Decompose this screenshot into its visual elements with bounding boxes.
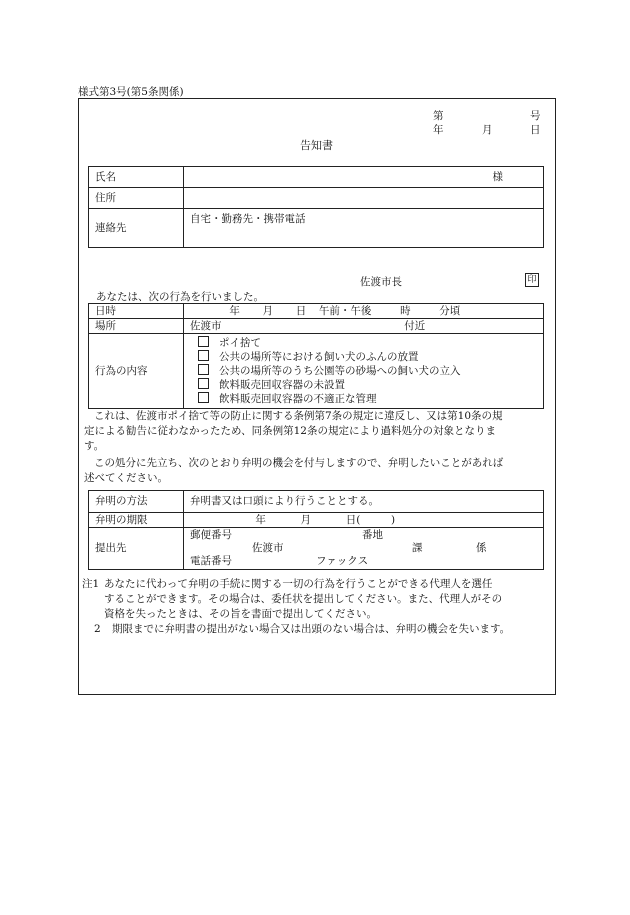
doc-date-day: 日 <box>530 124 541 136</box>
banchi-label: 番地 <box>362 529 383 541</box>
checkbox[interactable] <box>198 364 209 375</box>
submit-city: 佐渡市 <box>252 542 284 554</box>
phone-label: 電話番号 <box>190 555 232 567</box>
place-city: 佐渡市 <box>190 319 222 332</box>
place-near: 付近 <box>404 319 426 332</box>
dl-day: 日( <box>345 513 361 526</box>
intro-text: あなたは、次の行為を行いました。 <box>96 291 264 303</box>
content-item-no-bin[interactable]: 飲料販売回収容器の未設置 <box>198 378 543 392</box>
name-field[interactable] <box>184 167 544 188</box>
dl-year: 年 <box>255 513 266 526</box>
deadline-field[interactable] <box>184 513 544 528</box>
content-label: 行為の内容 <box>89 334 184 409</box>
seal-mark: 印 <box>525 273 539 287</box>
address-field[interactable] <box>184 188 544 209</box>
note-1-marker: 注1 <box>82 578 100 590</box>
contact-label: 連絡先 <box>89 209 184 248</box>
datetime-field[interactable] <box>184 304 544 319</box>
dt-day: 日 <box>295 304 307 317</box>
defense-paragraph: この処分に先立ち、次のとおり弁明の機会を付与しますので、弁明したいことがあれば 述べてください。 <box>84 457 504 484</box>
violation-paragraph: これは、佐渡市ポイ捨て等の防止に関する条例第7条の規定に違反し、又は第10条の規 定による勧告に従わなかったため、同条例第12条の規定により過料処分の対象となりま す。 <box>84 410 503 452</box>
act-table <box>88 303 544 409</box>
ka-label: 課 <box>412 542 423 554</box>
submit-label: 提出先 <box>89 528 184 570</box>
defense-table <box>88 490 544 570</box>
issuer: 佐渡市長 <box>360 276 402 288</box>
doc-date-year: 年 <box>433 124 444 136</box>
address-label: 住所 <box>89 188 184 209</box>
dt-month: 月 <box>262 304 274 317</box>
contact-field[interactable] <box>184 209 544 248</box>
content-item-litter[interactable]: ポイ捨て <box>198 336 543 350</box>
place-label: 場所 <box>89 319 184 334</box>
page-title: 告知書 <box>300 139 333 152</box>
datetime-label: 日時 <box>89 304 184 319</box>
checkbox[interactable] <box>198 336 209 347</box>
checkbox[interactable] <box>198 350 209 361</box>
postal-label: 郵便番号 <box>190 529 232 541</box>
name-label: 氏名 <box>89 167 184 188</box>
dt-hour: 時 <box>400 304 411 317</box>
doc-number-dai: 第 <box>433 110 444 122</box>
doc-date-month: 月 <box>482 124 493 136</box>
note-2-marker: 2 <box>94 623 101 635</box>
dt-ampm: 午前・午後 <box>318 304 372 317</box>
doc-number-go: 号 <box>530 110 541 122</box>
notes <box>82 577 554 637</box>
content-item-dog-waste[interactable]: 公共の場所等における飼い犬のふんの放置 <box>198 350 543 364</box>
fax-label: ファックス <box>316 555 369 567</box>
kakari-label: 係 <box>476 542 487 554</box>
submit-field <box>184 528 544 570</box>
dl-close: ) <box>391 513 396 526</box>
sama-suffix: 様 <box>492 170 503 183</box>
form-label: 様式第3号(第5条関係) <box>78 86 184 98</box>
content-item-bad-bin[interactable]: 飲料販売回収容器の不適正な管理 <box>198 392 543 406</box>
contact-note: 自宅・勤務先・携帯電話 <box>190 213 306 225</box>
content-field <box>184 334 544 409</box>
place-field[interactable] <box>184 319 544 334</box>
note-2: 2 期限までに弁明書の提出がない場合又は出頭のない場合は、弁明の機会を失います。 <box>94 623 511 635</box>
dl-month: 月 <box>300 513 312 526</box>
deadline-label: 弁明の期限 <box>89 513 184 528</box>
recipient-table <box>88 166 544 248</box>
checkbox[interactable] <box>198 378 209 389</box>
content-item-sandbox[interactable]: 公共の場所等のうち公園等の砂場への飼い犬の立入 <box>198 364 543 378</box>
note-1: 注1 あなたに代わって弁明の手続に関する一切の行為を行うことができる代理人を選任 することができます。その場合は、委任状を提出してください。また、代理人がその 資格を失ったときは、その旨を書面で提出してください。 <box>82 578 503 620</box>
method-label: 弁明の方法 <box>89 491 184 513</box>
dt-minute: 分頃 <box>439 304 461 317</box>
checkbox[interactable] <box>198 392 209 403</box>
dt-year: 年 <box>229 304 240 317</box>
method-value: 弁明書又は口頭により行うこととする。 <box>184 491 544 513</box>
